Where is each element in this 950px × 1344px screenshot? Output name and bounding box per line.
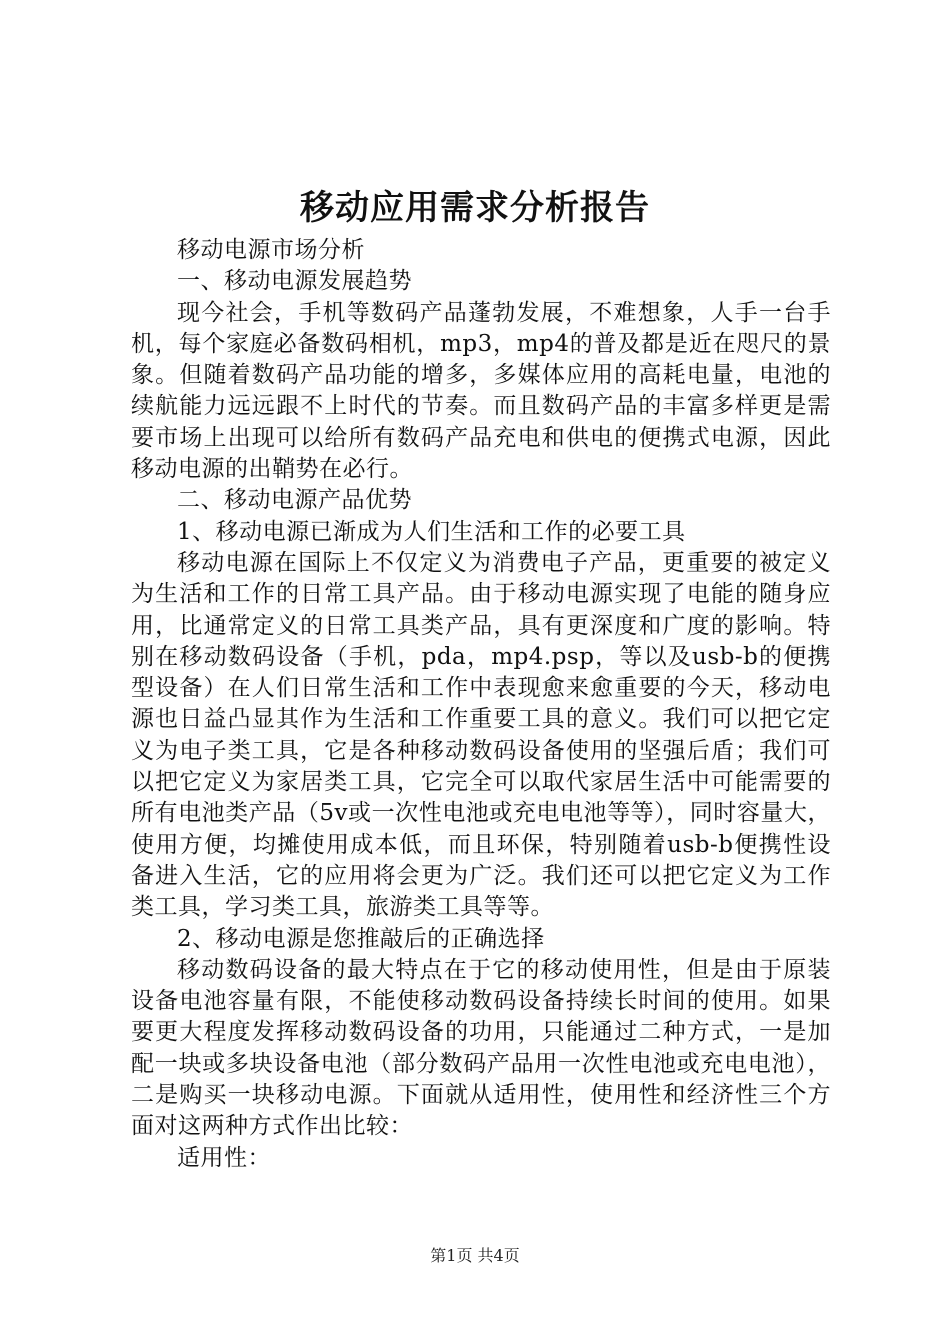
paragraph: 移动电源在国际上不仅定义为消费电子产品，更重要的被定义为生活和工作的日常工具产品。由于移动电源实现了电能的随身应用，比通常定义的日常工具类产品，具有更深度和广度的影响。特别在移动数码设备（手机，pda，mp4.psp，等以及usb-b的便携型设备）在人们日常生活和工作中表现愈来愈重要的今天，移动电源也日益凸显其作为生活和工作重要工具的意义。我们可以把它定义为电子类工具，它是各种移动数码设备使用的坚强后盾；我们可以把它定义为家居类工具，它完全可以取代家居生活中可能需要的所有电池类产品（5v或一次性电池或充电电池等等），同时容量大，使用方便，均摊使用成本低，而且环保，特别随着usb-b便携性设备进入生活，它的应用将会更为广泛。我们还可以把它定义为工作类工具，学习类工具，旅游类工具等等。 bbox=[131, 549, 831, 921]
paragraph: 现今社会，手机等数码产品蓬勃发展，不难想象，人手一台手机，每个家庭必备数码相机，mp3，mp4的普及都是近在咫尺的景象。但随着数码产品功能的增多，多媒体应用的高耗电量，电池的续航能力远远跟不上时代的节奏。而且数码产品的丰富多样更是需要市场上出现可以给所有数码产品充电和供电的便携式电源，因此移动电源的出鞘势在必行。 bbox=[131, 299, 831, 483]
paragraph: 1、移动电源已渐成为人们生活和工作的必要工具 bbox=[177, 518, 686, 545]
paragraph: 二、移动电源产品优势 bbox=[177, 487, 412, 514]
page-footer: 第1页 共4页 bbox=[430, 1246, 520, 1265]
document-title: 移动应用需求分析报告 bbox=[300, 188, 650, 228]
paragraph: 一、移动电源发展趋势 bbox=[177, 268, 412, 295]
paragraph: 移动电源市场分析 bbox=[177, 237, 365, 263]
document-body bbox=[131, 235, 831, 1174]
paragraph: 适用性： bbox=[177, 1144, 271, 1171]
paragraph: 移动数码设备的最大特点在于它的移动使用性，但是由于原装设备电池容量有限，不能使移动数码设备持续长时间的使用。如果要更大程度发挥移动数码设备的功用，只能通过二种方式，一是加配一块或多块设备电池（部分数码产品用一次性电池或充电电池），二是购买一块移动电源。下面就从适用性，使用性和经济性三个方面对这两种方式作出比较： bbox=[131, 956, 831, 1140]
paragraph: 2、移动电源是您推敲后的正确选择 bbox=[177, 925, 545, 952]
